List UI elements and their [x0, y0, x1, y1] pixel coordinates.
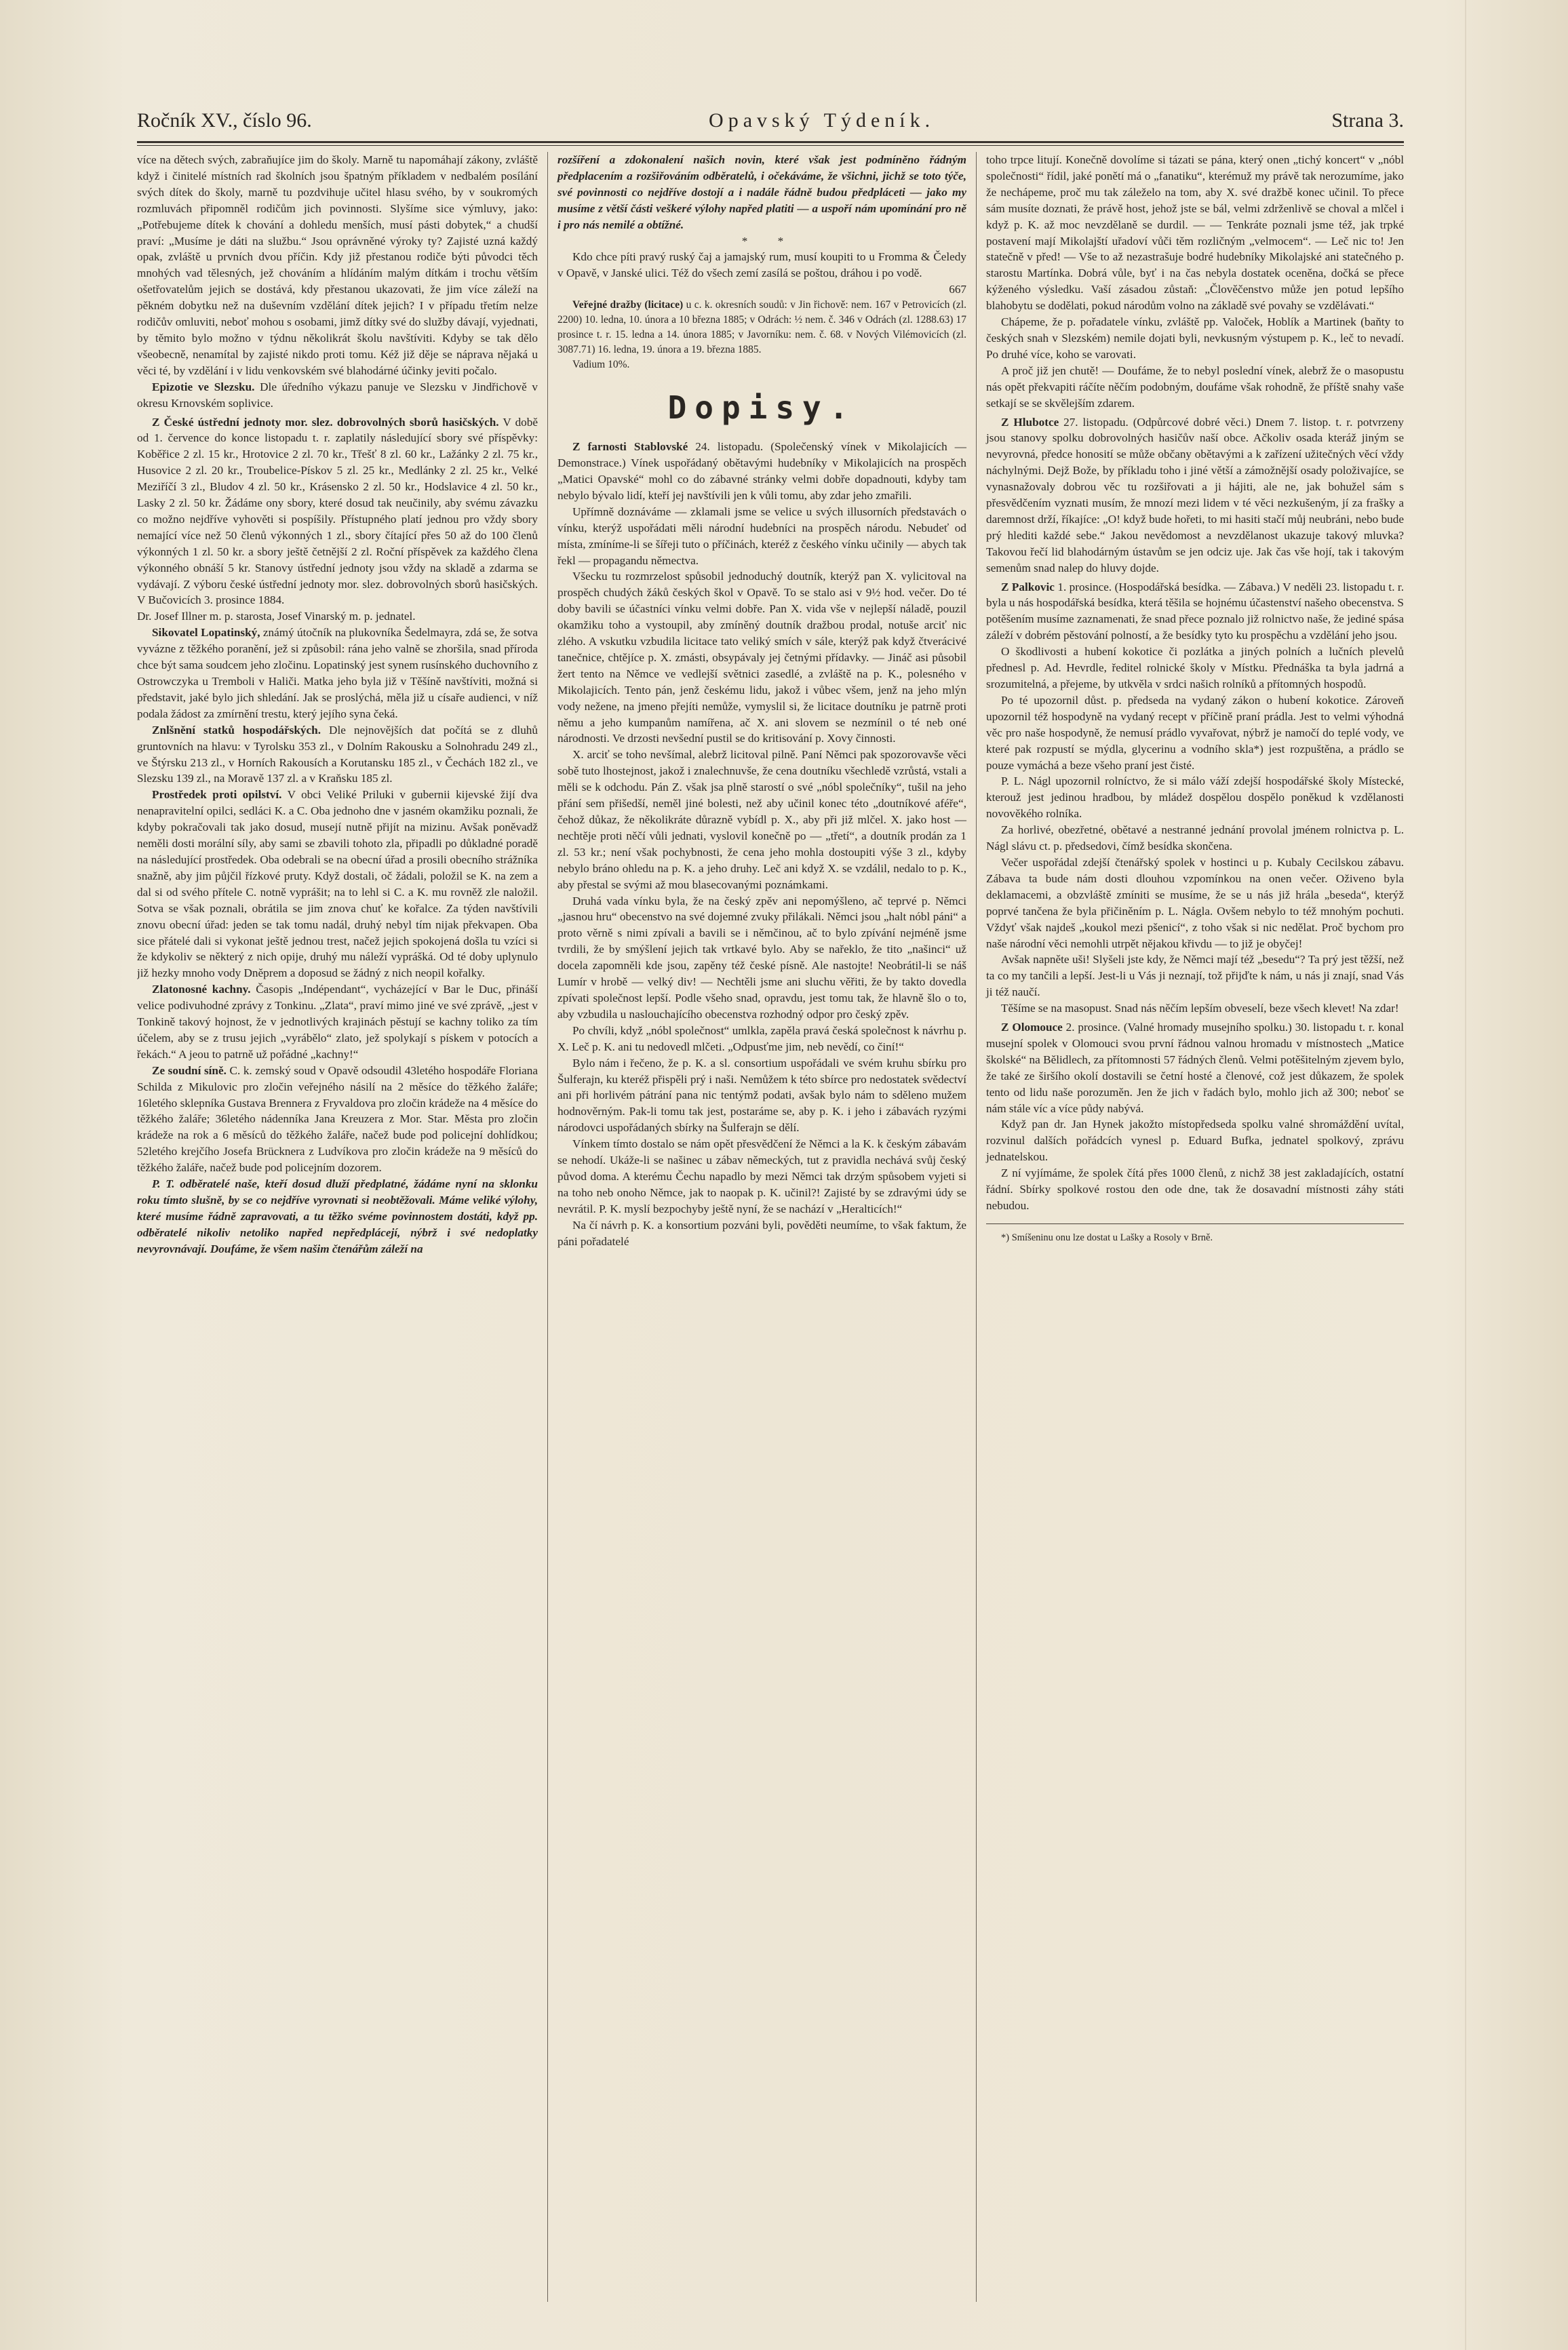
- body: 1. prosince. (Hospodářská besídka. — Zábava.) V neděli 23. listopadu t. r. byla u nás hospodářská besídka, která těšila se hojnému účastenství našeho obecenstva. S potěšením musíme zaznamenati, že snad přece poznalo již rolnictvo naše, že jediné spása záleží v dobrém pěstování polností, a že besídky tyto ku prospěchu a vzdělání jeho jsou.: [986, 580, 1404, 642]
- body: V době od 1. července do konce listopadu t. r. zaplatily následující sbory své příspěvky: Koběřice 2 zl. 15 kr., Hrotovice 2 zl. 70 kr., Třešť 8 zl. 60 kr., Lažánky 2 zl. 75 kr., Husovice 2 zl. 20 kr., Troubelice-Pískov 5 zl. 25 kr., Medlánky 2 zl. 25 kr., Velké Meziříčí 3 zl., Bludov 4 zl. 50 kr., Krásensko 2 zl. 50 kr., Hodslavice 4 zl. 50 kr., Lasky 2 zl. 50 kr. Žádáme ony sbory, které dosud tak neučinily, aby svému závazku co možno nejdříve vyhověti si pospíšily. Přístupného platí jednou pro vždy sbory nemající více než 50 členů výkonných 1 zl., sbory čítající přes 50 až do 100 členů výkonných 1 zl. 50 kr. a sbory ještě četnější 2 zl. Roční příspěvek za každého člena výkonného obnáší 5 kr. Stanovy ústřední jednoty jsou vždy na skladě a zdarma se vydávají. Z výboru české ústřední jednoty mor. slez. dobrovolných sborů hasičských. V Bučovicích 3. prosince 1884.: [137, 415, 538, 607]
- ad-number: 667: [949, 283, 966, 296]
- letter-paragraph: toho trpce litují. Konečně dovolíme si tázati se pána, který onen „tichý koncert“ v „nóbl společnosti“ řídil, jaké ponětí má o „fanatiku“, kterémuž my právě tak nerozumíme, jako že nechápeme, proč mu tak záleželo na tom, aby X. své dražbě konec učinil. To přece sám musíte doznati, že právě host, jehož jste se bál, velmi zdrženlivě se choval a mlčel i když p. K. až moc nevzdělaně se durdil. — — Tenkráte poznali jsme též, jak trpké postavení mají Mikolajští uřadoví vůči těm rozličným „velmocem“. — Leč nic to! Jen statečně v před! — Vše to až nezastrašuje bodré hudebníky Mikolajské ani statečného p. starostu Martínka. Dobrá vůle, byť i na čas nebyla dostatek oceněna, dočká se přece kýženého výsledku. Vaší zásadou zůstaň: „Člověčenstvo může jen potud lepšího blahobytu se dodělati, pokud národům volno na základě své povahy se vzdělávati.“: [986, 153, 1404, 313]
- letter-paragraph: P. L. Nágl upozornil rolníctvo, že si málo váží zdejší hospodářské školy Místecké, kterouž jest jedinou hradbou, by mládež dospělou dospělo poněkud k vzdělanosti novověkého rolníka.: [986, 775, 1404, 821]
- letter-paragraph: Z ní vyjímáme, že spolek čítá přes 1000 členů, z nichž 38 jest zakladajících, ostatní řádní. Sbírky spolkové rostou den ode dne, tak že dosavadní místnosti záhy státi nebudou.: [986, 1167, 1404, 1212]
- body: V obci Veliké Priluki v gubernii kijevské žijí dva nenapravitelní opilci, sedláci K. a C. Oba jednoho dne v jasném okamžiku poznali, že kdyby pokračovali tak jako dosud, musejí nutně přijít na mizinu. Avšak poněvadž neměli dosti morální síly, aby sami se zbavili tohoto zla, připadli po důkladné poradě na následující prostředek. Oba odebrali se na obecní úřad a prosili obecního strážníka snažně, aby jim půjčil řízkové pruty. Když dostali, oč žádali, položil se K. na zem a dal si od svého přítele C. notně vyprášit; na to lehl si C. a K. mu rovněž zle naložil. Sotva se však poznali, obrátila se jim znova chuť ke kořalce. Za týden navštívili znovu obecní úřad: jeden se tak tomu nadál, druhý nebyl tím nijak překvapen. Oba sice přátelé dali si vykonat ještě jednou trest, načež jejich spokojená došla tu vzíci si že kdykoliv se některý z nich opije, druhý mu náleží vyprášká. Od té doby uplynulo již hezky mnoho vody Dněprem a doposud se žádný z nich neopil kořalky.: [137, 788, 538, 980]
- body: 24. listopadu. (Společenský vínek v Mikolajicích — Demonstrace.) Vínek uspořádaný obětavými hudebníky v Mikolajicích na prospěch „Matici Opavské“ mohl co do zábavné stránky velmi dobře dopadnouti, kdyby tam nebylo bývalo lidí, kteří jej navštívili jen k vůli tomu, aby zdar jeho zmařili.: [557, 440, 966, 502]
- body: C. k. zemský soud v Opavě odsoudil 43letého hospodáře Floriana Schilda z Mikulovic pro zločin veřejného násilí na 2 měsíce do těžkého žaláře; 16letého sklepníka Gustava Brennera z Fryvaldova pro zločin krádeže na 4 měsíce do těžkého žaláře; 36letého nádenníka Jana Kreuzera z Mor. Star. Města pro zločin krádeže na rok a 6 měsíců do těžkého žaláře, načež bude pod policejní dohlídkou; 52letého krejčího Josefa Brücknera z Ludvíkova pro zločin krádeže na 9 měsíců do těžkého žaláře, načež bude pod policejním dozorem.: [137, 1063, 538, 1175]
- footnote-rule: [986, 1223, 1404, 1224]
- letter-hlubotec: [986, 414, 1404, 576]
- issue-number: Ročník XV., číslo 96.: [137, 109, 312, 132]
- subscriber-notice-cont: rozšíření a zdokonalení našich novin, které však jest podmíněno řádným předplacením a rozšiřováním odběratelů, i očekáváme, že všichni, jichž se toto týče, své povinnosti co nejdříve dostojí a i nadále řádně budou předpláceti — jako my musíme z větší části veškeré výlohy napřed platiti — a uspoří nám upomínání pro ně i pro nás nemilé a obtížné.: [557, 153, 966, 231]
- page-number: Strana 3.: [1331, 109, 1404, 132]
- heading: Z Hlubotce: [1001, 415, 1059, 429]
- letter-paragraph: Bylo nám i řečeno, že p. K. a sl. consortium uspořádali ve svém kruhu sbírku pro Šulferajn, ku kteréž přispěli prý i naši. Nemůžem k této sbírce pro nedostatek svědectví ani při horlivém pátrání pana nic tentýmž podati, avšak bylo nám to sděleno mužem hodnověrným. Pak-li tomu tak jest, postaráme se, aby p. K. i jeho i zábavách ryzými národovci uspořádaných sbírky na Šulferajn se dělí.: [557, 1056, 966, 1135]
- ad-tea-rum: Kdo chce píti pravý ruský čaj a jamajský rum, musí koupiti to u Fromma & Čeledy v Opavě, v Janské ulici. Též do všech zemí zasílá se poštou, dráhou i po vodě.: [557, 250, 966, 280]
- page-fold: [1465, 0, 1466, 2350]
- letter-stablovice: [557, 439, 966, 504]
- body: Dle úředního výkazu panuje ve Slezsku v Jindřichově v okresu Krnovském soplivice.: [137, 380, 538, 410]
- section-title-letters: Dopisy.: [667, 389, 857, 427]
- article-lopatinsky: [137, 625, 538, 722]
- letter-paragraph: Těšíme se na masopust. Snad nás něčím lepším obveselí, beze všech klevet! Na zdar!: [1001, 1002, 1399, 1015]
- letter-paragraph: Druhá vada vínku byla, že na český zpěv ani nepomýšleno, ač teprvé p. Němci „jasnou hru“ obecenstvo na své dojemné zvuky přilákali. Němci jsou „halt nóbl páni“ a proto věrně s nimi zpívali a bavili se i němčinou, ač to bylo zpívání nejméně jsme tvrdili, že by smýšlení jejich tak vrtkavé bylo. Aby se nařeklo, že tito „našinci“ už docela zapomněli kde jsou, zapěny též české písně. Ale nastojte! Neobrátil-li se náš Lumír v hrobě — velký div! — Nechtěli jsme ani sluchu věřiti, že by takto dovedla zpívati společnost lepší. Podle všeho snad, opravdu, jest tomu tak, že hlavně šlo o to, aby vzbudila u naslouchajícího obecenstva rozhodný odpor pro český zpěv.: [557, 894, 966, 1021]
- auctions: [557, 298, 966, 357]
- heading: Prostředek proti opilství.: [152, 788, 282, 802]
- body: Časopis „Indépendant“, vycházející v Bar le Duc, přináší velice podivuhodné zprávy z Tonkinu. „Zlata“, praví mimo jiné ve své zprávě, „jest v Tonkině takový hojnost, že v jednotlivých krajinách pěstují se kachny toliko za tím účelem, aby se z trusu jejich „vyrábělo“ zlato, jež spolykají s pískem v potocích a řekách.“ A jeou to patrně už pořádné „kachny!“: [137, 983, 538, 1061]
- body: známý útočník na plukovníka Šedelmayra, zdá se, že sotva vyvázne z těžkého poranění, jež si způsobil: rána jeho valně se zhoršila, snad příroda chce být sama soudcem jeho zločinu. Lopatinský jest synem rusínského duchovního z Ostrowczyka u Tremboli v Haliči. Matka jeho byla již v Těšíně navštíviti, možná si představit, jaké bylo jich shledání. Jak se proslýchá, měla již u císaře audienci, v níž podala žádost za zmírnění trestu, který jejího syna čeká.: [137, 626, 538, 720]
- letter-paragraph: Večer uspořádal zdejší čtenářský spolek v hostinci u p. Kubaly Cecilskou zábavu. Zábava ta bude nám dosti dlouhou vzpomínkou na onen večer. Oživeno byla deklamacemi, a obzvláště zmíniti se musíme, že se u nás již hrála „beseda“, kterýž poprvé tančena že byla přičiněním p. L. Nágla. Ovšem nebylo to též mnohým pochuti. Vždyť však najdeš „koukol mezi pšenicí“, z toho však si nic nedělat. Proč bychom pro naše národní věci nemohli utrpět nějakou křivdu — to již je obyčej!: [986, 855, 1404, 950]
- heading: Z České ústřední jednoty mor. slez. dobrovolných sborů hasičských.: [152, 415, 499, 429]
- subscriber-notice: P. T. odběratelé naše, kteří dosud dluží předplatné, žádáme nyní na sklonku roku tímto slušně, by se co nejdříve vyrovnati si neobtěžovali. Máme veliké výlohy, které musíme řádně zapravovati, a tu těžko svéme povinnostem dostáti, když pp. odběratelé nikoliv netoliko napřed nepředplácejí, nýbrž i své nedoplatky nevyrovnávají. Doufáme, že všem našim čtenářům záleží na: [137, 1177, 538, 1255]
- column-2: [548, 152, 977, 2302]
- letter-paragraph: A proč již jen chutě! — Doufáme, že to nebyl poslední vínek, alebrž že o masopustu nás opět překvapiti ráčíte něčím podobným, doufáme však rohodně, že příště snahy vaše setkají se se skvělejším zdarem.: [986, 364, 1404, 410]
- letter-paragraph: O škodlivosti a hubení kokotice či pozlátka a jiných polních a lučních plevelů přednesl p. Ad. Hevrdle, ředitel rolnické školy v Místku. Přednáška ta byla jadrná a srozumitelná, a přejeme, by utkvěla v srdci našich rolníků a přítomných hospodů.: [986, 645, 1404, 690]
- column-1: [137, 152, 548, 2302]
- header-rule-thin: [137, 145, 1404, 146]
- heading: Ze soudní síně.: [152, 1063, 227, 1077]
- letter-paragraph: Chápeme, že p. pořadatele vínku, zvláště pp. Valoček, Hoblík a Martinek (baňty to českých snah v Slezském) nemile dojati byli, nevkusným výstupem p. K., leč to nevadí. Po druhé více, koho se varovati.: [986, 315, 1404, 361]
- letter-paragraph: X. arciť se toho nevšímal, alebrž licitoval pilně. Paní Němci pak spozorovavše věci sobě tuto lhostejnost, jakož i znalechnuvše, že cena doutníku všechledě vzrůstá, vstali a měli se k odchodu. Pán Z. však jsa plně starostí o své „nóbl společníky“, tušil na jeho přání sem přišedší, neměl jiné bolesti, než aby učinil konec této „doutníkové aféře“, čehož důkaz, že několikráte důrazně vybídl p. X., aby při již mlčel. X. jako host — nechtěje proti něčí vůli jednati, vyslovil konečně po — „třetí“, a doutník prodán za 1 zl. 53 kr.; není však pochybnosti, že cena jeho mohla dostoupiti výše 3 zl., kdyby nebylo bráno ohledu na p. K. a jeho druhy. Leč ani když X. se vzdálil, nedalo to p. K., aby přestal se svými až mou blasecovanými poznámkami.: [557, 748, 966, 891]
- footnote: *) Smíšeninu onu lze dostat u Lašky a Rosoly v Brně.: [1001, 1232, 1213, 1243]
- letter-paragraph: Za horlivé, obezřetné, obětavé a nestranné jednání provolal jménem rolnictva p. L. Nágl slávu ct. p. předsedovi, čímž besídka skončena.: [986, 823, 1404, 853]
- page-header: [137, 102, 1404, 140]
- letter-paragraph: Po chvíli, když „nóbl společnost“ umlkla, zapěla pravá česká společnost k návrhu p. X. Leč p. K. ani tu nedovedl mlčeti. „Odpusťme jim, neb nevědí, co činí!“: [557, 1023, 966, 1053]
- article-farm-debts: [137, 722, 538, 787]
- body: u c. k. okresních soudů: v Jin řichově: nem. 167 v Petrovicích (zl. 2200) 10. ledna, 10. února a 10 března 1885; v Odrách: ½ nem. č. 346 v Odrách (zl. 1288.63) 17 prosince t. r. 15. ledna a 14. února 1885; v Javorníku: nem. č. 68. v Nových Vilémovicích (zl. 3087.71) 16. ledna, 19. února a 19. března 1885.: [557, 299, 966, 356]
- letter-paragraph: Avšak napněte uši! Slyšeli jste kdy, že Němci mají též „besedu“? Ta prý jest těžší, než ta co my tančili a lepší. Jest-li u Vás ji neznají, tož přijďte k nám, u nás ji znají, snad Vás ji též naučí.: [986, 953, 1404, 999]
- columns: [137, 152, 1404, 2302]
- letter-paragraph: Když pan dr. Jan Hynek jakožto místopředseda spolku valné shromáždění uvítal, rozvinul dalších pořádcích vynesl p. Eduard Bufka, jednatel spolkový, zprávu jednatelskou.: [986, 1118, 1404, 1164]
- letter-paragraph: Na čí návrh p. K. a konsortium pozváni byli, pověděti neumíme, to však faktum, že páni pořadatelé: [557, 1218, 966, 1248]
- heading: Zlatonosné kachny.: [152, 983, 251, 996]
- letter-paragraph: Vínkem tímto dostalo se nám opět přesvědčení že Němci a la K. k českým zábavám se nehodí. Ukáže-li se našinec u zábav německých, tut z pravidla nechává svůj český původ doma. A kterému Čechu napadlo by mezi Němci tak drzým spůsobem vyjeti si na toho neb onoho Němce, jak to naopak p. K. učinil?! Zajisté by se zdravými údy se nevrátil. P. K. myslí bezpochyby ještě nyní, že se nachází v „Heralticích!“: [557, 1137, 966, 1215]
- letter-paragraph: Po té upozornil důst. p. předseda na vydaný zákon o hubení kokotice. Zároveň upozornil též hospodyně na vydaný recept v příčině praní prádla. Jest to velmi výhodná věc pro naše hospodyně, že nemusí prádlo vyvařovat, nýbrž je namočí do teplé vody, ve které pak rozpustí se mýdla, glycerinu a vodního skla*) jest rozpuštěna, a prádlo se pouze vymáchá a beze všeho praní jest čisté.: [986, 693, 1404, 772]
- body: Dle nejnovějších dat počítá se z dluhů gruntovních na hlavu: v Tyrolsku 353 zl., v Dolním Rakousku a Solnohradu 249 zl., ve Štýrsku 213 zl., v Horních Rakousích a Korutansku 185 zl., v Čechách 182 zl., ve Slezsku 139 zl., na Moravě 137 zl. a v Kraňsku 185 zl.: [137, 723, 538, 785]
- article-fire-brigades: [137, 414, 538, 609]
- heading: Z Palkovic: [1001, 580, 1055, 593]
- letter-palkovice: [986, 579, 1404, 644]
- letter-olomouc: [986, 1019, 1404, 1116]
- header-rule: [137, 141, 1404, 143]
- heading: Z farnosti Stablovské: [572, 440, 688, 454]
- newspaper-title: Opavský Týdeník.: [709, 109, 935, 132]
- article-school-attendance: více na dětech svých, zabraňujíce jim do školy. Marně tu napomáhají zákony, zvláště když i činitelé místních rad školních jsou špatným příkladem v nedbalém posílání svých dítek do školy, marně tu pozdvihuje učitel hlasu svého, by v soukromých rozmluvách připomněl rodičům jich povinnosti. Slyšíme sice výmluvy, jako: „Potřebujeme dítek k chování a dohledu menších, musí pásti dobytek,“ a chudší praví: „Musíme je dáti na službu.“ Jsou oprávněné výroky ty? Zajisté uzná každý opak, zvláště u prvních dvou příčin. Kdy již přestanou rodiče býti původci těch mnohých vad tělesných, jež chováním a hlídáním malým dítkám i trochu větším ošetřovatelům jejich se dostává, kdy přestanou ukazovati, že jim více záleží na pěkném dobytku než na duševním vzdělání dítek jejich? I v případu třetím nelze rodičův omluviti, neboť mohou s osobami, jimž dítky své do služby dávají, vyjednati, by těmito bylo možno v týdnu několikrát školu navštíviti. Kdyby se tak dělo všeobecně, nenamítal by zajisté nikdo proti tomu. Kéž již děje se náprava nějaká u věci té, by vzdělání i v lidu venkovském své blahodárné účinky jeviti počalo.: [137, 153, 538, 377]
- heading: Epizotie ve Slezsku.: [152, 380, 255, 393]
- heading: Znlšnění statků hospodářských.: [152, 723, 321, 737]
- body: 2. prosince. (Valné hromady musejního spolku.) 30. listopadu t. r. konal musejní spolek v Olomouci svou první řádnou valnou hromadu v místnostech „Matice školské“ na Bělidlech, za přítomnosti 57 řádných členů. Velmi potěšitelným zjevem bylo, že také ze širšího okolí dostavili se četní hosté a členové, což jest důkazem, že spolek tento od lidu naše porozuměn. Jen že jich v řadách bylo, mohlo jich až 300; neboť se nám stále víc a více půdy nabývá.: [986, 1021, 1404, 1115]
- article-court: [137, 1063, 538, 1176]
- heading: Z Olomouce: [1001, 1021, 1063, 1034]
- column-3: [977, 152, 1404, 2302]
- heading: Veřejné dražby (licitace): [572, 299, 684, 311]
- letter-paragraph: Upřímně doznáváme — zklamali jsme se velice u svých illusorních představách o vínku, kterýž uspořádati měli národní hudebníci na prospěch národu. Nebudeť od místa, zmíníme-li se šířeji tuto o příčinách, kteréž z českého vínku učinily — abych tak řekl — propagandu němectva.: [557, 505, 966, 567]
- letter-paragraph: Všecku tu rozmrzelost spůsobil jednoduchý doutník, kterýž pan X. vylicitoval na prospěch chudých žáků českých škol v Opavě. To se stalo asi v 9½ hod. večer. Do té doby bavili se účastníci vínku velmi dobře. Pan X. vida vše v nejlepší náladě, pouzil okamžiku toho a vystoupil, aby zmíněný doutník dražbou prodal, notuše arciť nic zlého. A vskutku vzbudila licitace tato veliký smích v sále, kterýž pak když čtverácivé tanečnice, chtějíce p. X. zmásti, obsypávaly jej četnými přídavky. — Jináč asi působil žert tento na Němce ve vedlejší světnici zasedlé, a zvláště na p. K., polesného v Mikolajicích. Tento pán, jenž českému lidu, jakož i vůbec všem, jenž na jeho mlýn vody nežene, na jmeno přejíti nemůže, vymyslil si, že licitace doutníku je patrně proti němu a jeho kumpanům namířena, ač X. ani slovem se nezmínil o té neb oné národnosti. Ve drzosti nevšední pustil se do kritisování p. Xovy činnosti.: [557, 570, 966, 745]
- body: 27. listopadu. (Odpůrcové dobré věci.) Dnem 7. listop. t. r. potvrzeny jsou stanovy spolku dobrovolných hasičův naší obce. Ačkoliv osada kteráž jiným se nevyrovná, předce honosití se může občany obětavými a k zařízení užitečných věcí vždy náchylnými. Dejž Bože, by příkladu toho i jiné větší a zámožnější osady položivajíce, se vynasnažovaly dobrou věc tu rozšiřovati a ji hájiti, ale ne, jak bohužel sám s přesvědčením vyznati musím, že mnozí mezi lidem v té věci nezkušeným, jí za frašky a daremnost drží, říkajíce: „O! když bude hořeti, to mi hasiti stačí můj neubráni, nebo bude prý hlediti každé sebe.“ Jakou nevědomost a nevzdělanost ukazuje takový mluvka? Takovou řečí lid blahodárným ústavům se jen odciz uje. Jak čas vše hojí, tak i takovým semenům snad nalep do hluvy dojde.: [986, 415, 1404, 574]
- separator-stars: * *: [741, 234, 798, 248]
- article-drunkenness: [137, 787, 538, 981]
- heading: Sikovatel Lopatinský,: [152, 626, 260, 640]
- signature: Dr. Josef Illner m. p. starosta, Josef Vinarský m. p. jednatel.: [137, 610, 416, 623]
- article-epizootic: [137, 379, 538, 412]
- article-gold-ducks: [137, 981, 538, 1063]
- auction-deposit: Vadium 10%.: [572, 359, 630, 371]
